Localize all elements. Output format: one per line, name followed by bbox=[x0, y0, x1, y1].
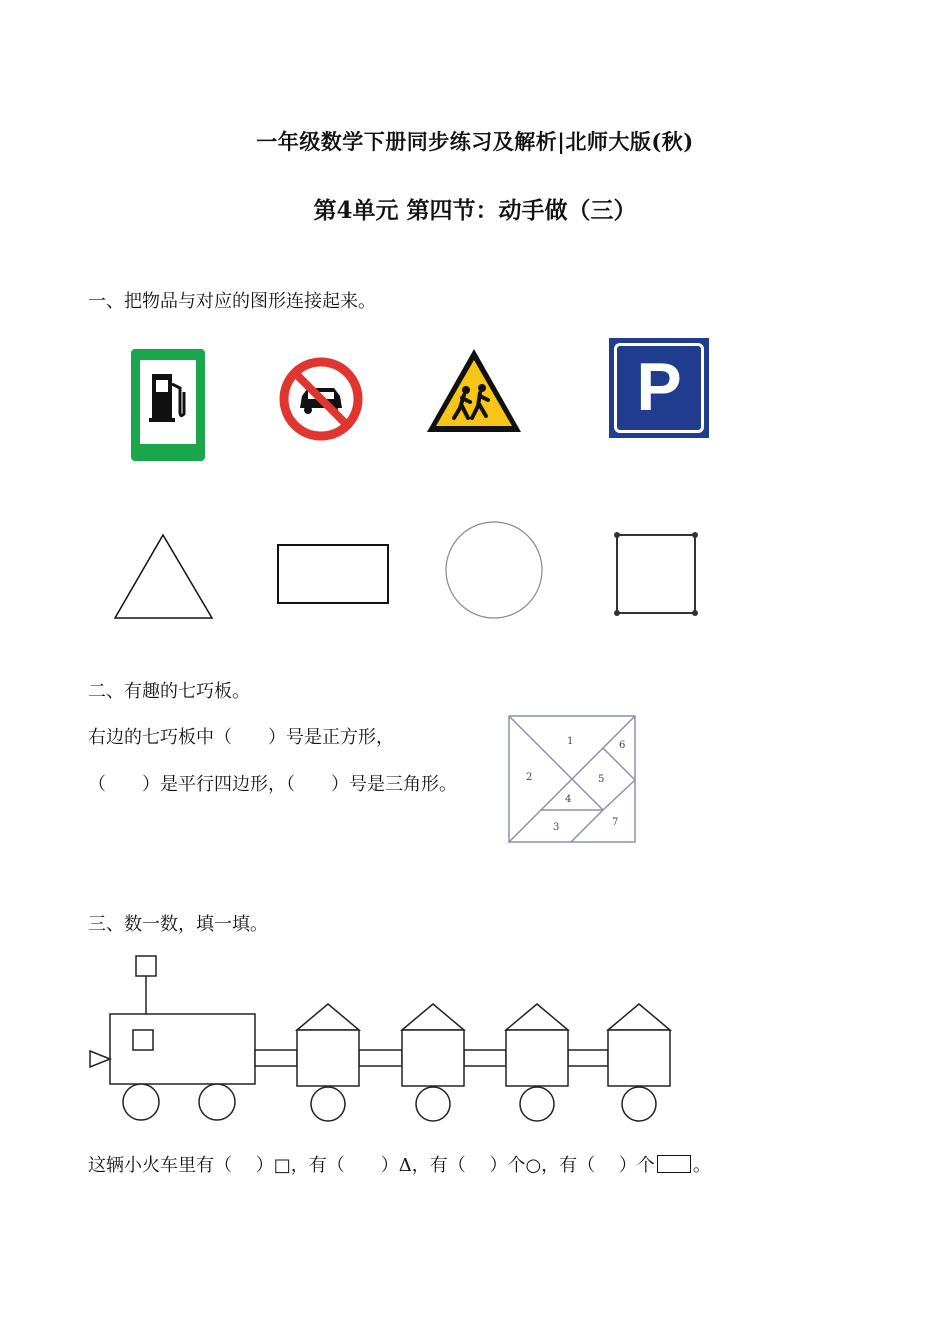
tangram-label-3: 3 bbox=[553, 822, 560, 833]
question-2-line-2: （ ）是平行四边形，（ ）号是三角形。 bbox=[88, 774, 457, 795]
tangram-figure bbox=[507, 714, 637, 844]
question-3-answer-end: 。 bbox=[692, 1155, 711, 1176]
tangram-label-6: 6 bbox=[619, 740, 626, 751]
question-1-prompt: 一、把物品与对应的图形连接起来。 bbox=[88, 291, 376, 312]
circle-shape bbox=[444, 520, 544, 620]
tangram-label-7: 7 bbox=[612, 817, 619, 828]
rectangle-shape bbox=[276, 542, 396, 606]
question-3-answer-text: 这辆小火车里有（ ）□，有（ ）Δ，有（ ）个○，有（ ）个 bbox=[88, 1155, 655, 1176]
triangle-shape bbox=[113, 533, 215, 621]
question-2-line-1: 右边的七巧板中（ ）号是正方形， bbox=[88, 727, 394, 748]
tangram-label-1: 1 bbox=[567, 736, 574, 747]
no-cars-sign-icon bbox=[278, 356, 364, 442]
small-rectangle-icon bbox=[657, 1155, 691, 1173]
question-2-prompt: 二、有趣的七巧板。 bbox=[88, 681, 250, 702]
gas-station-sign-icon bbox=[130, 348, 206, 462]
page-title: 一年级数学下册同步练习及解析|北师大版(秋) bbox=[256, 129, 694, 154]
square-shape bbox=[612, 531, 702, 617]
train-figure bbox=[86, 952, 686, 1124]
children-crossing-sign-icon bbox=[424, 346, 524, 436]
tangram-label-2: 2 bbox=[526, 772, 533, 783]
tangram-label-5: 5 bbox=[598, 774, 605, 785]
parking-letter: P bbox=[614, 343, 704, 433]
tangram-label-4: 4 bbox=[565, 794, 572, 805]
question-3-answer-line bbox=[88, 1151, 711, 1177]
page-subtitle: 第4单元 第四节：动手做（三） bbox=[313, 197, 637, 224]
question-3-prompt: 三、数一数，填一填。 bbox=[88, 914, 268, 935]
parking-sign bbox=[609, 338, 709, 438]
